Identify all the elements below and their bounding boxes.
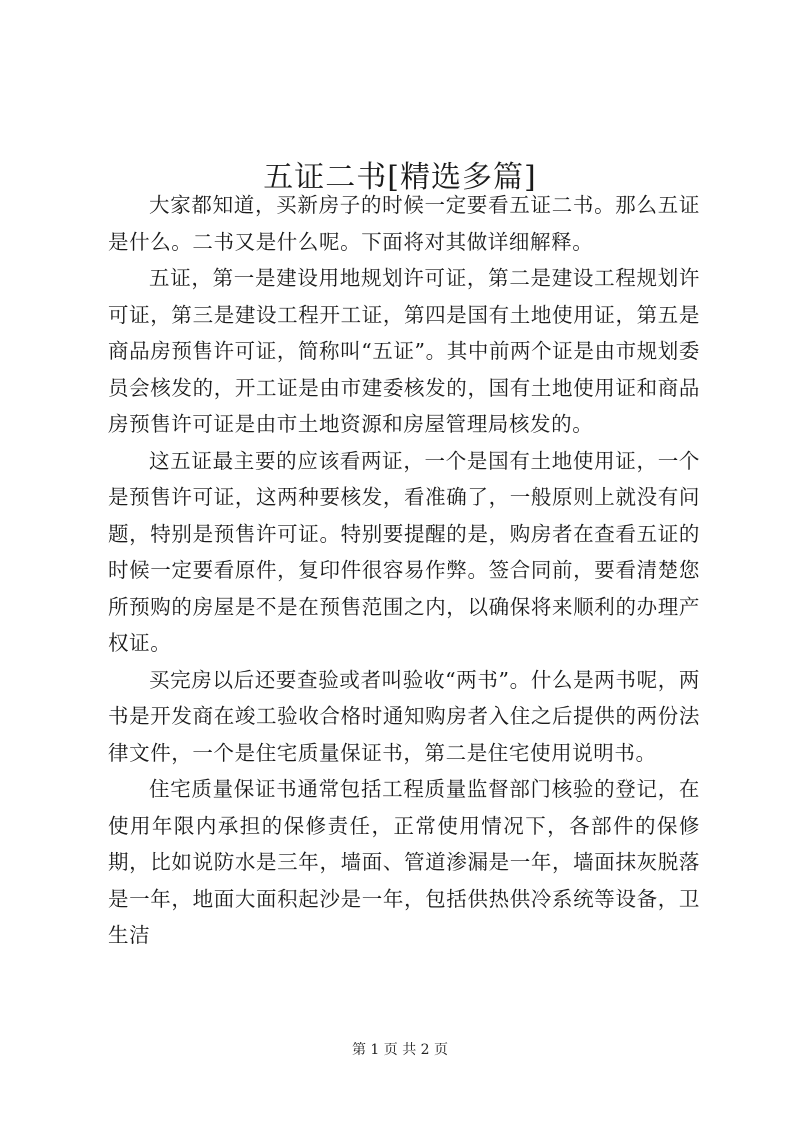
paragraph-3: 这五证最主要的应该看两证，一个是国有土地使用证，一个是预售许可证，这两种要核发，看准确了，一般原则上就没有问题，特别是预售许可证。特别要提醒的是，购房者在查看五证的时候一定要看原件，复印件很容易作弊。签合同前，要看清楚您所预购的房屋是不是在预售范围之内，以确保将来顺利的办理产权证。 (108, 448, 700, 655)
paragraph-1: 大家都知道，买新房子的时候一定要看五证二书。那么五证是什么。二书又是什么呢。下面将对其做详细解释。 (108, 193, 700, 254)
paragraph-5: 住宅质量保证书通常包括工程质量监督部门核验的登记，在使用年限内承担的保修责任，正常使用情况下，各部件的保修期，比如说防水是三年，墙面、管道渗漏是一年，墙面抹灰脱落是一年，地面大面积起沙是一年，包括供热供冷系统等设备，卫生洁 (108, 777, 700, 947)
page-title: 五证二书[精选多篇] (263, 160, 537, 196)
document-body (108, 187, 700, 954)
paragraph-4: 买完房以后还要查验或者叫验收“两书”。什么是两书呢，两书是开发商在竣工验收合格时通知购房者入住之后提供的两份法律文件，一个是住宅质量保证书，第二是住宅使用说明书。 (108, 667, 700, 765)
paragraph-2: 五证，第一是建设用地规划许可证，第二是建设工程规划许可证，第三是建设工程开工证，第四是国有土地使用证，第五是商品房预售许可证，简称叫“五证”。其中前两个证是由市规划委员会核发的，开工证是由市建委核发的，国有土地使用证和商品房预售许可证是由市土地资源和房屋管理局核发的。 (108, 266, 700, 436)
page-footer: 第 1 页 共 2 页 (351, 1042, 449, 1058)
